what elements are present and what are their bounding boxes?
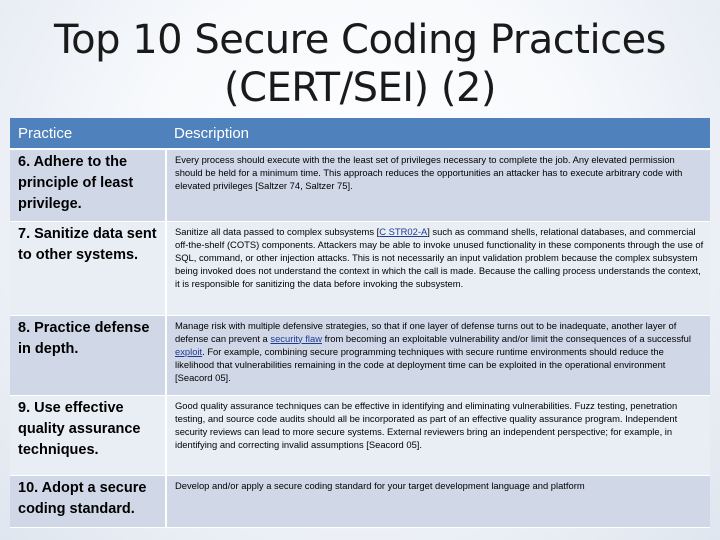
table-row — [10, 149, 710, 221]
slide-title-line-2: (CERT/SEI) (2) — [223, 65, 497, 111]
table-row — [10, 315, 710, 395]
reference-link[interactable]: security flaw — [270, 332, 322, 344]
practice-cell: 10. Adopt a secure coding standard. — [10, 475, 166, 527]
header-practice: Practice — [10, 118, 166, 149]
reference-link[interactable]: C STR02-A — [379, 225, 428, 237]
description-cell — [166, 221, 710, 315]
description-text: Develop and/or apply a secure coding standard for your target development language and platform — [175, 479, 585, 491]
reference-link[interactable]: exploit — [175, 345, 203, 357]
table-row — [10, 395, 710, 475]
description-text: . For example, combining secure programming techniques with secure runtime environments should reduce the likelihood that vulnerabilities remaining in the code at deployment time can be exploited in the operational environment [Seacord 05]. — [175, 345, 666, 383]
table-row — [10, 221, 710, 315]
description-text: Good quality assurance techniques can be effective in identifying and eliminating vulnerabilities. Fuzz testing, penetration testing, and source code audits should all be incorporated as part of an effective quality assurance program. Independent security reviews can lead to more secure systems. External reviewers bring an independent perspective; for example, in identifying and correcting invalid assumptions [Seacord 05]. — [175, 399, 678, 450]
practice-cell: 6. Adhere to the principle of least privilege. — [10, 149, 166, 221]
table-row — [10, 475, 710, 527]
header-description: Description — [166, 118, 710, 149]
description-text: Manage risk with multiple defensive strategies, so that if one layer of defense turns out to be inadequate, another layer of defense can prevent a — [175, 319, 677, 344]
description-cell — [166, 315, 710, 395]
description-cell — [166, 395, 710, 475]
practice-cell: 7. Sanitize data sent to other systems. — [10, 221, 166, 315]
description-cell — [166, 475, 710, 527]
slide-title — [0, 16, 720, 112]
practices-table — [10, 118, 710, 528]
description-text: ] such as command shells, relational databases, and commercial off-the-shelf (COTS) components. Attackers may be able to invoke unused functionality in these components through the use of SQL, command, or other injection attacks. This is not necessarily an input validation problem because the complex subsystem being invoked does not understand the context in which the call is made. Because the calling process understands the context, it is responsible for sanitizing the data before invoking the subsystem. — [175, 225, 704, 289]
practice-cell: 9. Use effective quality assurance techniques. — [10, 395, 166, 475]
description-text: Sanitize all data passed to complex subsystems [ — [175, 225, 380, 237]
slide-title-line-1: Top 10 Secure Coding Practices — [53, 17, 667, 63]
description-cell — [166, 149, 710, 221]
description-text: Every process should execute with the the least set of privileges necessary to complete the job. Any elevated permission should be held for a minimum time. This approach reduces the opportunities an attacker has to execute arbitrary code with elevated privileges [Saltzer 74, Saltzer 75]. — [175, 154, 683, 191]
practice-cell: 8. Practice defense in depth. — [10, 315, 166, 395]
description-text: from becoming an exploitable vulnerability and/or limit the consequences of a successful — [321, 332, 691, 344]
table-header-row — [10, 118, 710, 149]
